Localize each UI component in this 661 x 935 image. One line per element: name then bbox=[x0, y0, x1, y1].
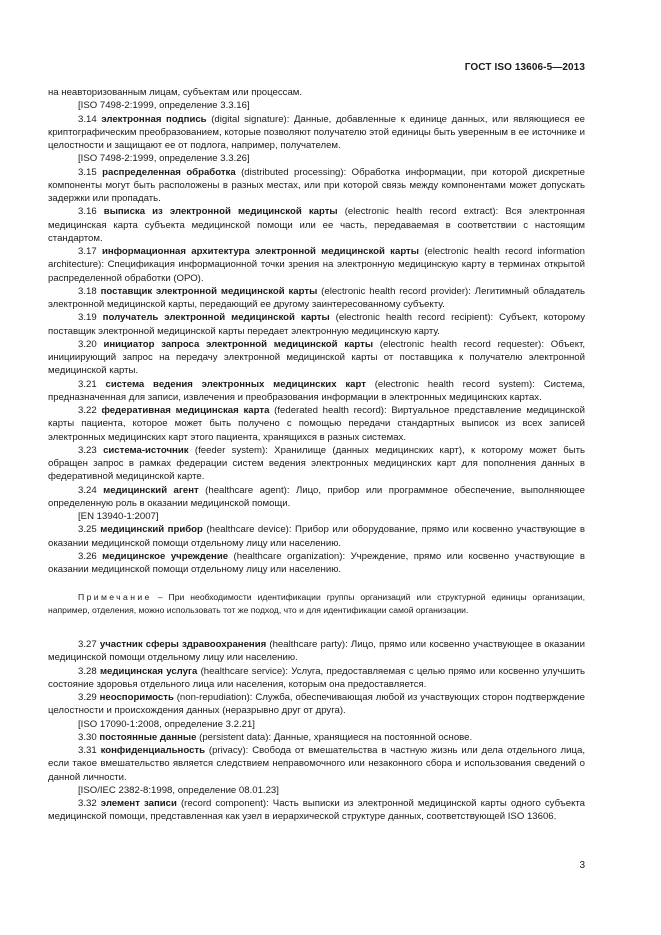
term-definition: (electronic health record system): Система, предназначенная для записи, извлечения и преобразования информации в электронных медицинских картах. bbox=[48, 378, 585, 403]
term-definition: (distributed processing): Обработка информации, при которой дискретные компоненты могут быть расположены в разных местах, или при которой связь между компонентами может допускать задержки или пропадать. bbox=[48, 166, 585, 204]
term-definition: (electronic health record requester): Объект, инициирующий запрос на передачу электронной медицинской карты от поставщика к получателю электронной медицинской карты. bbox=[48, 338, 585, 377]
definition-3-31 bbox=[48, 744, 585, 784]
term-number: 3.26 bbox=[78, 550, 97, 562]
term-number: 3.30 bbox=[78, 731, 97, 743]
term-number: 3.17 bbox=[78, 246, 97, 257]
term: выписка из электронной медицинской карты bbox=[103, 206, 338, 218]
term-number: 3.23 bbox=[78, 444, 97, 456]
definition-3-29 bbox=[48, 691, 585, 718]
term-definition: (electronic health record information architecture): Спецификация информационной точки зрения на электронную медицинскую карту в терминах открытой распределенной обработки (ОРО). bbox=[48, 246, 585, 284]
term-definition: (electronic health record recipient): Субъект, которому поставщик электронной медицинской карты передает электронную медицинскую карту. bbox=[48, 312, 586, 337]
definition-3-22 bbox=[48, 404, 585, 444]
term-definition: (healthcare party): Лицо, прямо или косвенно участвующее в оказании медицинской помощи отдельному лицу или населению. bbox=[48, 639, 585, 664]
term: получатель электронной медицинской карты bbox=[102, 312, 330, 324]
term-definition: (privacy): Свобода от вмешательства в частную жизнь или дела отдельного лица, если такое вмешательство является следствием неправомочного или незаконного сбора и использования сведений о данной личности. bbox=[48, 745, 585, 783]
term-number: 3.18 bbox=[78, 285, 97, 297]
definition-3-17 bbox=[48, 245, 585, 285]
term-definition: (persistent data): Данные, хранящиеся на постоянной основе. bbox=[196, 731, 473, 743]
definition-3-19 bbox=[48, 311, 585, 338]
term-number: 3.32 bbox=[78, 798, 97, 810]
term-number: 3.22 bbox=[78, 405, 97, 416]
term: конфиденциальность bbox=[100, 745, 206, 757]
term: неоспоримость bbox=[99, 692, 174, 704]
term-definition: (non-repudiation): Служба, обеспечивающая любой из участвующих сторон подтверждение целостности и происхождения данных (неразрывно друг от друга). bbox=[48, 692, 585, 717]
term-definition: (digital signature): Данные, добавленные к единице данных, или являющиеся ее криптографическим преобразованием, которые позволяют получателю этой единицы быть уверенным в ее источнике и целостности и защищают ее от подлога, например, получателем. bbox=[48, 113, 585, 151]
term: участник сферы здравоохранения bbox=[99, 639, 267, 651]
paragraph-continuation: на неавторизованным лицам, субъектам или процессам. bbox=[48, 87, 303, 98]
definition-3-21 bbox=[48, 378, 585, 405]
term-definition: (electronic health record extract): Вся электронная медицинская карта субъекта медицинской помощи или ее часть, передаваемая в соответствии с настоящим стандартом. bbox=[48, 206, 585, 244]
reference: [ISO/IEC 2382-8:1998, определение 08.01.23] bbox=[78, 784, 279, 796]
term-definition: (healthcare device): Прибор или оборудование, прямо или косвенно участвующие в оказании медицинской помощи отдельному лицу или населению. bbox=[48, 524, 586, 549]
definition-3-23 bbox=[48, 444, 585, 484]
document-id: ГОСТ ISO 13606-5—2013 bbox=[464, 62, 585, 73]
definition-3-16 bbox=[48, 205, 585, 245]
term: информационная архитектура электронной медицинской карты bbox=[101, 246, 419, 257]
term: медицинский агент bbox=[103, 484, 199, 496]
term: электронная подпись bbox=[101, 113, 207, 125]
note-text: – При необходимости идентификации группы организаций или структурной единицы организации, например, отделения, можно использовать тот же подход, что и для идентификации самой организации. bbox=[48, 592, 585, 615]
term-number: 3.14 bbox=[78, 113, 97, 125]
reference: [ISO 17090-1:2008, определение 3.2.21] bbox=[78, 718, 255, 730]
term-number: 3.19 bbox=[78, 312, 97, 324]
reference: [ISO 7498-2:1999, определение 3.3.26] bbox=[78, 153, 250, 165]
reference: [ISO 7498-2:1999, определение 3.3.16] bbox=[78, 100, 250, 112]
definition-3-26 bbox=[48, 550, 585, 577]
term: медицинский прибор bbox=[100, 524, 203, 536]
term-number: 3.29 bbox=[78, 692, 97, 704]
definition-3-30 bbox=[48, 731, 585, 744]
definition-3-24 bbox=[48, 484, 585, 511]
term-definition: (healthcare service): Услуга, предоставляемая с целью прямо или косвенно улучшить состояние здоровья отдельного лица или населения, которым она предоставляется. bbox=[48, 665, 585, 690]
definition-3-28 bbox=[48, 665, 585, 692]
term-definition: (electronic health record provider): Легитимный обладатель электронной медицинской карты, передающий ее другому заинтересованному субъекту. bbox=[48, 285, 586, 310]
definition-3-14 bbox=[48, 113, 585, 153]
term-number: 3.28 bbox=[78, 665, 97, 677]
term: элемент записи bbox=[100, 798, 177, 810]
term-definition: (healthcare organization): Учреждение, прямо или косвенно участвующие в оказании медицинской помощи отдельному лицу или населению. bbox=[48, 550, 585, 575]
term: федеративная медицинская карта bbox=[101, 405, 270, 416]
term-definition: (record component): Часть выписки из электронной медицинской карты одного субъекта медицинской помощи, представленная как узел в иерархической структуре данных, соответствующей ISO 13606. bbox=[48, 798, 586, 823]
term-number: 3.21 bbox=[78, 378, 97, 390]
definition-3-18 bbox=[48, 285, 585, 312]
term-definition: (feeder system): Хранилище (данных медицинских карт), к которому может быть обращен запрос в рамках федерации систем ведения электронных медицинских карт для пополнения данных в федеративной медицинской карте. bbox=[48, 444, 585, 483]
term: распределенная обработка bbox=[102, 166, 236, 178]
note-label: Примечание bbox=[78, 592, 152, 603]
term: медицинское учреждение bbox=[102, 550, 229, 562]
term-number: 3.24 bbox=[78, 484, 97, 496]
definition-3-15 bbox=[48, 166, 585, 206]
term: поставщик электронной медицинской карты bbox=[100, 285, 318, 297]
term: медицинская услуга bbox=[99, 665, 198, 677]
definition-3-32 bbox=[48, 797, 585, 824]
note bbox=[48, 591, 585, 616]
term: система ведения электронных медицинских карт bbox=[105, 378, 366, 390]
term-definition: (healthcare agent): Лицо, прибор или программное обеспечение, выполняющее определенную роль в оказании медицинской помощи. bbox=[48, 484, 585, 509]
term-number: 3.15 bbox=[78, 166, 97, 178]
definition-3-20 bbox=[48, 338, 585, 378]
term: постоянные данные bbox=[99, 731, 197, 743]
document-body bbox=[48, 86, 585, 824]
page-number: 3 bbox=[579, 860, 585, 871]
term-number: 3.20 bbox=[78, 338, 97, 350]
term-definition: (federated health record): Виртуальное представление медицинской карты пациента, которое может быть получено с помощью передачи стандартных выписок из всех записей электронных медицинских карт этого пациента, хранящихся в разных системах. bbox=[48, 405, 585, 443]
definition-3-27 bbox=[48, 638, 585, 665]
term-number: 3.16 bbox=[78, 206, 97, 218]
term-number: 3.25 bbox=[78, 524, 97, 536]
term: инициатор запроса электронной медицинской карты bbox=[103, 338, 374, 350]
term-number: 3.31 bbox=[78, 745, 97, 757]
reference: [EN 13940-1:2007] bbox=[78, 511, 159, 522]
term: система-источник bbox=[103, 444, 189, 456]
term-number: 3.27 bbox=[78, 639, 97, 651]
definition-3-25 bbox=[48, 523, 585, 550]
